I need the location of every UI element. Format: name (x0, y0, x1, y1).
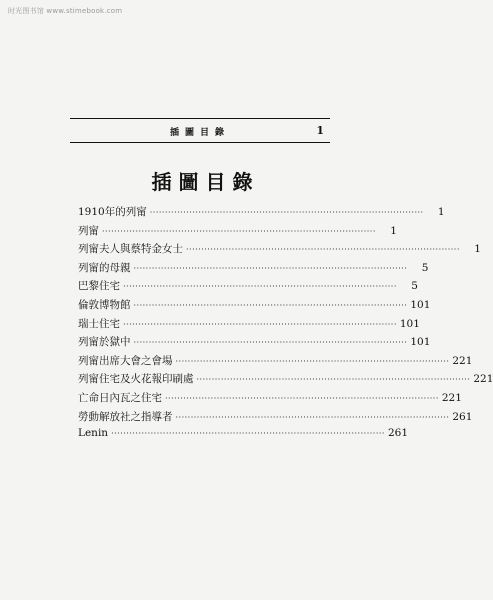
toc-entry-page: 221 (441, 391, 462, 404)
toc-entry-label: 列甯夫人與蔡特金女士 (78, 243, 183, 256)
toc-entry (78, 278, 418, 297)
toc-entry-label: 巴黎住宅 (78, 280, 120, 293)
toc-entry-page: 5 (421, 261, 429, 274)
toc-entry-label: 1910年的列甯 (78, 206, 147, 218)
toc-leader-dots: ·························································································· (133, 338, 408, 348)
toc-entry-label: 亡命日內瓦之住宅 (78, 391, 162, 404)
toc-entry-label: 列甯於獄中 (78, 336, 131, 349)
toc-leader-dots: ·························································································· (133, 263, 408, 273)
running-head: 插圖目錄 (169, 128, 230, 138)
toc-leader-dots: ·························································································· (196, 375, 471, 385)
toc-entry-label: 列甯出席大會之會場 (78, 354, 173, 367)
toc-entry-page: 261 (387, 427, 408, 440)
toc-entry-page: 221 (473, 373, 493, 386)
running-header (70, 118, 330, 138)
toc-entry-page: 1 (437, 206, 445, 218)
toc-entry-label: 列甯的母親 (78, 261, 131, 274)
toc-leader-dots: ·························································································· (102, 226, 376, 236)
toc-entry (78, 371, 493, 390)
toc-entry (78, 223, 397, 242)
toc-entry-page: 5 (411, 280, 418, 293)
toc-leader-dots: ·························································································· (111, 429, 385, 439)
table-of-illustrations (78, 204, 493, 446)
page-number: 1 (316, 124, 324, 137)
toc-entry (78, 316, 420, 335)
toc-entry (78, 241, 481, 260)
toc-entry (78, 390, 462, 409)
toc-entry-page: 101 (410, 298, 431, 311)
toc-leader-dots: ·························································································· (123, 282, 397, 292)
toc-entry-page: 261 (452, 410, 473, 423)
toc-leader-dots: ·························································································· (149, 208, 424, 217)
toc-entry-label: 勞動解放社之指導者 (78, 410, 173, 423)
watermark: 时光图书馆 www.stimebook.com (8, 7, 123, 15)
toc-entry (78, 409, 473, 428)
toc-entry-label: 列甯住宅及火花報印刷處 (78, 373, 194, 386)
toc-entry-page: 1 (474, 243, 481, 256)
toc-entry-label: 瑞士住宅 (78, 317, 120, 330)
toc-leader-dots: ·························································································· (186, 245, 460, 255)
toc-entry-label: 倫敦博物館 (78, 298, 131, 311)
page-title: 插圖目錄 (151, 170, 260, 194)
toc-entry-page: 101 (399, 317, 420, 330)
toc-entry-page: 1 (390, 224, 397, 237)
toc-entry (78, 427, 408, 446)
toc-leader-dots: ·························································································· (123, 319, 397, 329)
toc-leader-dots: ·························································································· (165, 393, 439, 403)
toc-entry (78, 204, 445, 223)
toc-leader-dots: ·························································································· (133, 300, 408, 310)
toc-entry-page: 101 (410, 336, 431, 349)
toc-entry-page: 221 (452, 354, 473, 367)
toc-entry (78, 260, 429, 279)
toc-entry (78, 353, 473, 372)
toc-entry (78, 334, 431, 353)
toc-leader-dots: ·························································································· (175, 412, 450, 422)
header-top-rule (70, 118, 330, 119)
toc-leader-dots: ·························································································· (175, 356, 450, 366)
toc-entry-label: 列甯 (78, 224, 99, 237)
toc-entry-label: Lenin (78, 427, 109, 440)
toc-entry (78, 297, 431, 316)
header-bottom-rule (70, 142, 330, 143)
